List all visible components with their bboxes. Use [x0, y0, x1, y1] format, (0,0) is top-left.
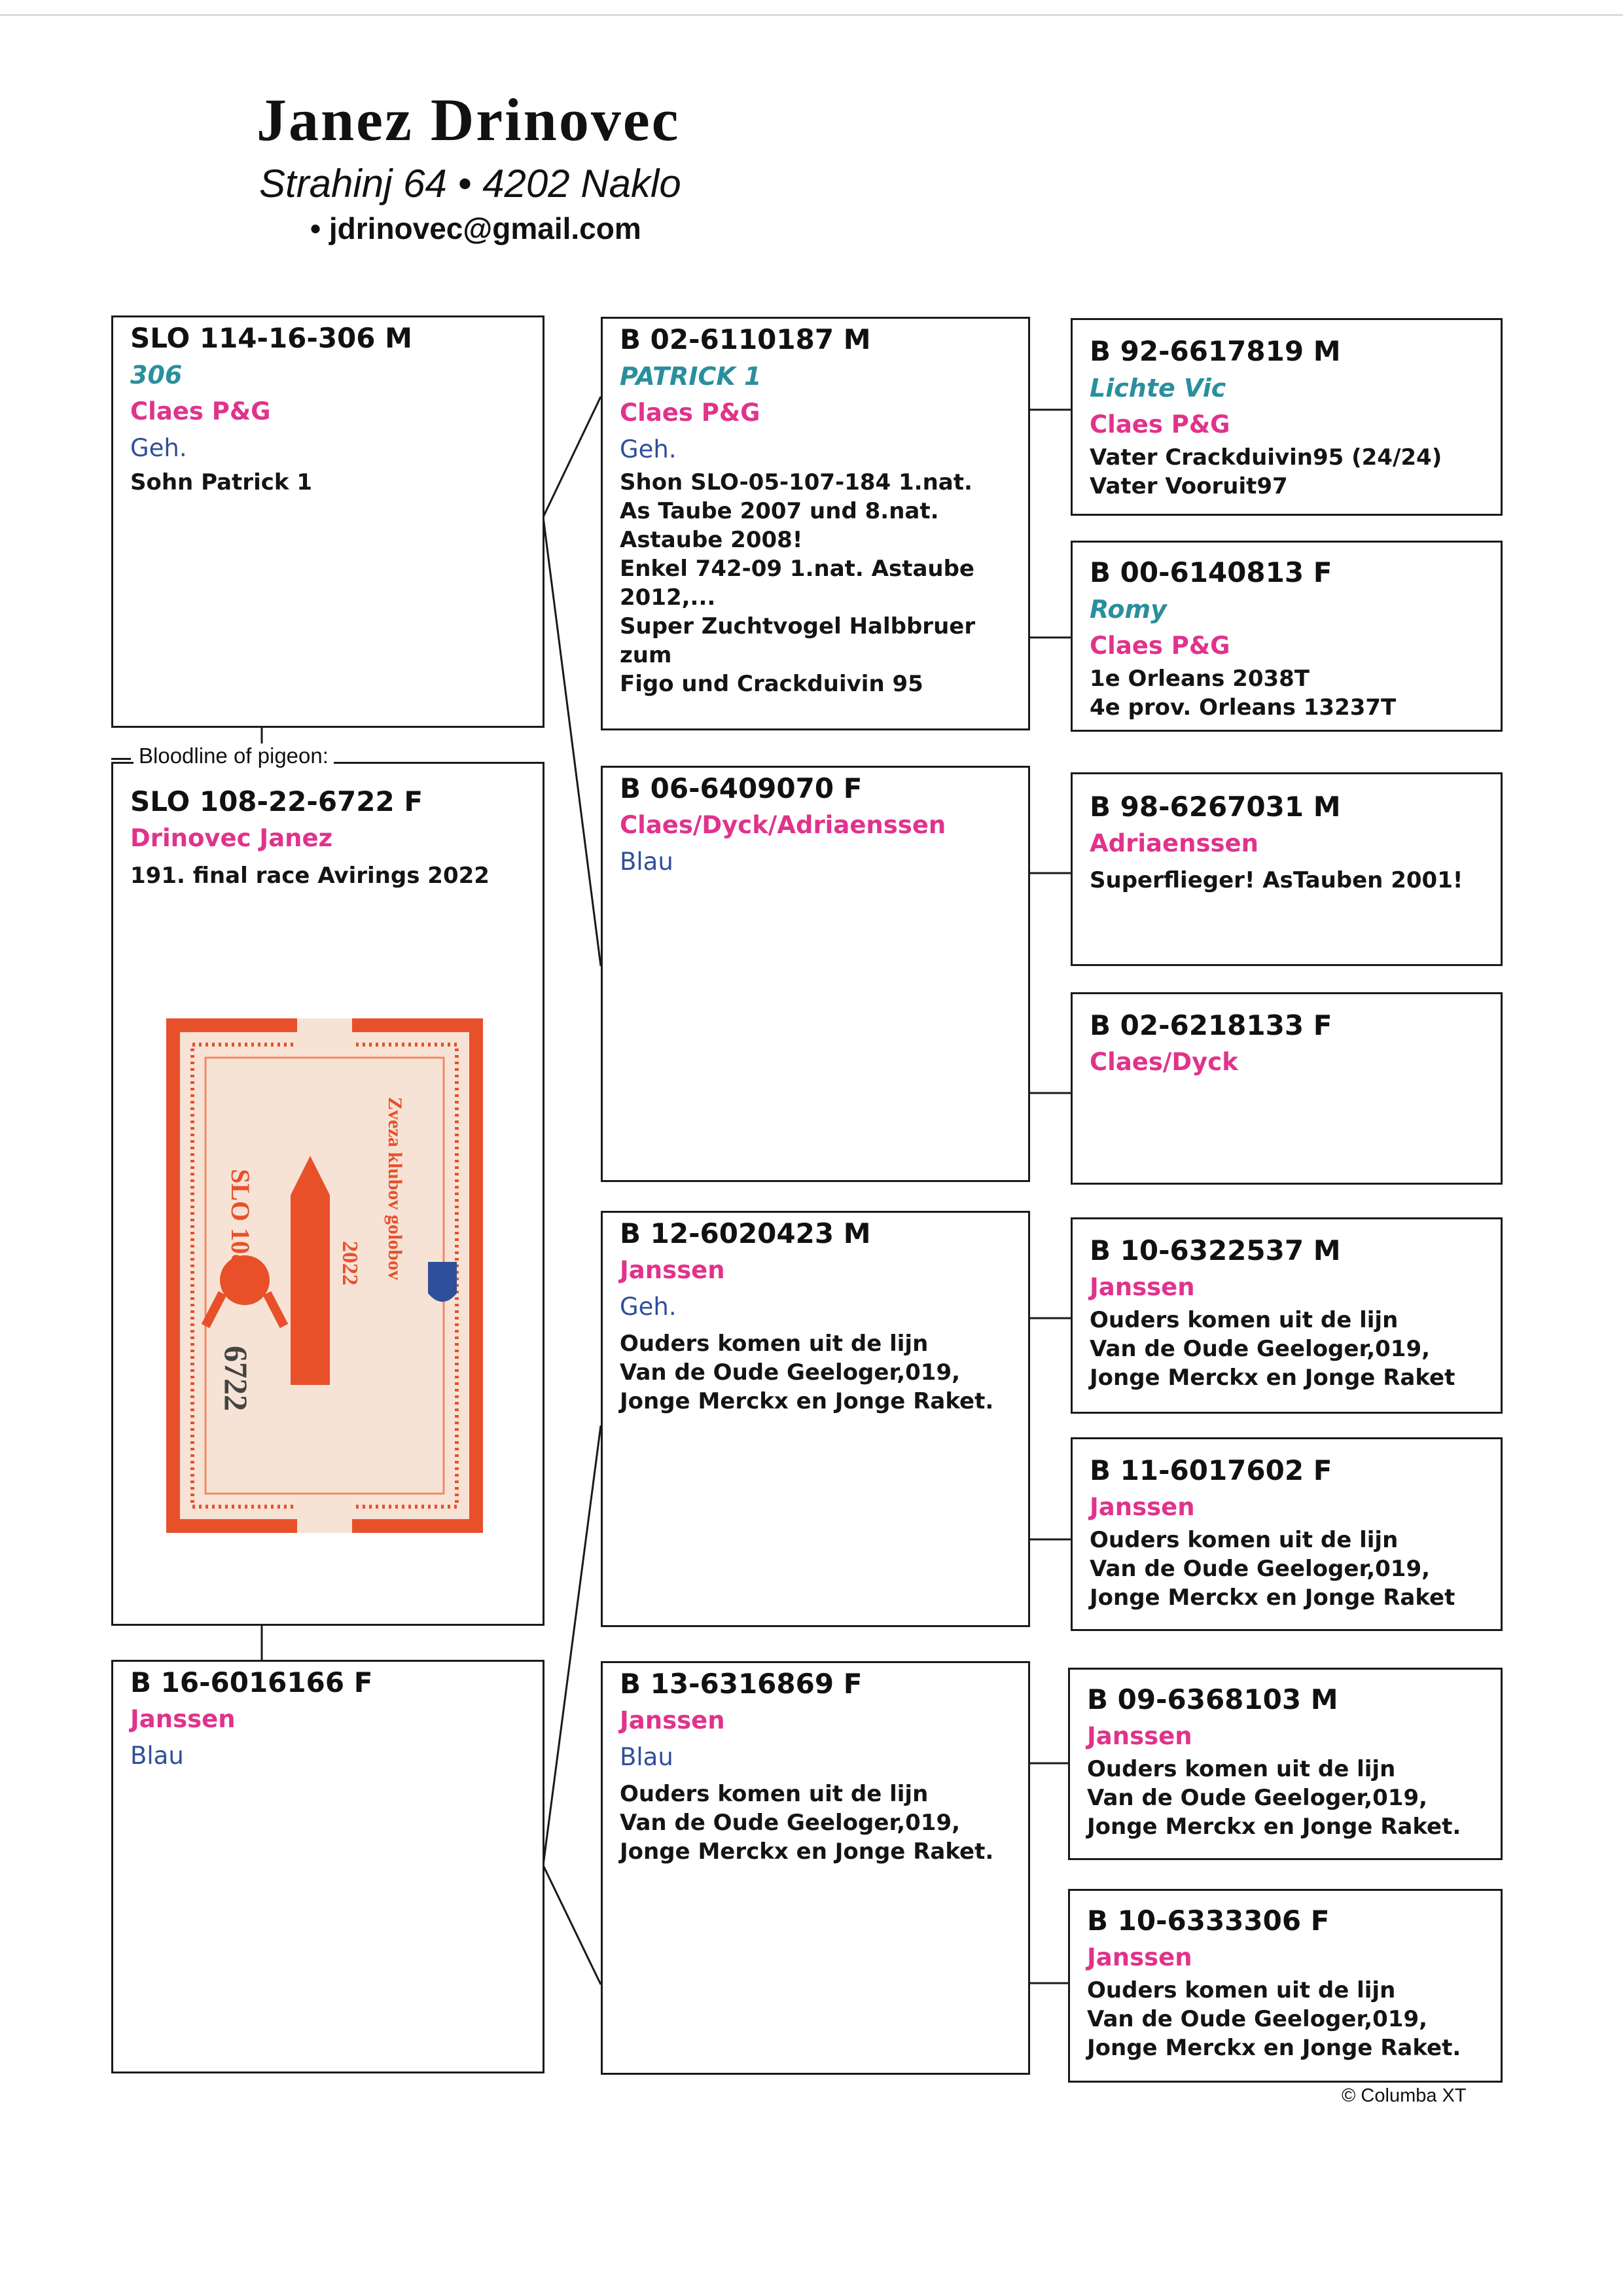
gp-dd-ring: B 13-6316869 F [620, 1668, 863, 1700]
ggp1-breeder: Claes P&G [1090, 410, 1230, 439]
ring-card-image [166, 1018, 483, 1533]
ggp-box-8 [1068, 1889, 1503, 2083]
ggp5-note-2: Van de Oude Geeloger,019, [1090, 1336, 1431, 1362]
ggp1-note-1: Vater Crackduivin95 (24/24) [1090, 444, 1442, 471]
ggp1-ring: B 92-6617819 M [1090, 335, 1341, 367]
ggp6-ring: B 11-6017602 F [1090, 1454, 1332, 1486]
gp-sd-ring: B 06-6409070 F [620, 772, 863, 804]
ggp5-breeder: Janssen [1090, 1273, 1195, 1301]
ggp-box-5 [1071, 1217, 1503, 1414]
gp-ss-note-4: Enkel 742-09 1.nat. Astaube [620, 556, 974, 582]
ggp8-note-2: Van de Oude Geeloger,019, [1087, 2006, 1428, 2032]
gp-ds-ring: B 12-6020423 M [620, 1217, 871, 1249]
ggp7-note-2: Van de Oude Geeloger,019, [1087, 1785, 1428, 1811]
gp-ss-note-6: Super Zuchtvogel Halbbruer [620, 613, 976, 639]
ggp1-name: Lichte Vic [1090, 374, 1226, 403]
sire-breeder: Claes P&G [130, 397, 271, 425]
gp-ss-name: PATRICK 1 [620, 362, 762, 391]
pigeon-breeder: Drinovec Janez [130, 824, 333, 852]
dam-color: Blau [130, 1742, 184, 1770]
ggp3-ring: B 98-6267031 M [1090, 791, 1341, 823]
gp-ds-breeder: Janssen [620, 1256, 725, 1284]
ggp-box-3 [1071, 772, 1503, 966]
sire-ring: SLO 114-16-306 M [130, 322, 412, 354]
ggp2-note-2: 4e prov. Orleans 13237T [1090, 694, 1397, 721]
dam-ring: B 16-6016166 F [130, 1666, 373, 1698]
gp-sd-breeder: Claes/Dyck/Adriaenssen [620, 811, 946, 839]
ggp3-breeder: Adriaenssen [1090, 829, 1258, 857]
gp-ds-note-2: Van de Oude Geeloger,019, [620, 1359, 961, 1386]
dam-box [111, 1660, 544, 2073]
ggp7-note-3: Jonge Merckx en Jonge Raket. [1087, 1814, 1461, 1840]
gp-ss-note-8: Figo und Crackduivin 95 [620, 671, 923, 697]
ggp1-note-2: Vater Vooruit97 [1090, 473, 1288, 499]
sire-name: 306 [130, 361, 183, 389]
ggp-box-6 [1071, 1437, 1503, 1631]
owner-email: • jdrinovec@gmail.com [310, 211, 641, 245]
gp-dd-note-3: Jonge Merckx en Jonge Raket. [620, 1839, 994, 1865]
ggp7-note-1: Ouders komen uit de lijn [1087, 1756, 1396, 1782]
gp-ss-note-1: Shon SLO-05-107-184 1.nat. [620, 469, 972, 495]
bloodline-label: Bloodline of pigeon: [134, 744, 334, 768]
ggp7-ring: B 09-6368103 M [1087, 1683, 1338, 1715]
ggp8-note-1: Ouders komen uit de lijn [1087, 1977, 1396, 2003]
gp-dam-dam-box [601, 1661, 1030, 2075]
ggp6-breeder: Janssen [1090, 1493, 1195, 1521]
card-ring-line3: 6722 [218, 1346, 255, 1411]
ggp4-breeder: Claes/Dyck [1090, 1048, 1238, 1076]
ggp-box-7 [1068, 1668, 1503, 1860]
owner-address: Strahinj 64 • 4202 Naklo [259, 162, 681, 206]
gp-ds-note-3: Jonge Merckx en Jonge Raket. [620, 1388, 994, 1414]
ggp2-ring: B 00-6140813 F [1090, 556, 1332, 588]
gp-sire-dam-box [601, 766, 1030, 1182]
gp-dd-note-2: Van de Oude Geeloger,019, [620, 1810, 961, 1836]
ggp2-note-1: 1e Orleans 2038T [1090, 666, 1310, 692]
card-ring-line2: 2022 [338, 1241, 362, 1285]
gp-dd-color: Blau [620, 1743, 673, 1771]
ggp5-ring: B 10-6322537 M [1090, 1234, 1341, 1266]
ggp2-name: Romy [1090, 595, 1167, 624]
gp-ss-ring: B 02-6110187 M [620, 323, 871, 355]
ggp-box-1 [1071, 318, 1503, 516]
dam-breeder: Janssen [130, 1705, 236, 1733]
ggp7-breeder: Janssen [1087, 1722, 1192, 1750]
copyright: © Columba XT [1342, 2085, 1467, 2106]
gp-ss-note-3: Astaube 2008! [620, 527, 803, 553]
ggp6-note-2: Van de Oude Geeloger,019, [1090, 1556, 1431, 1582]
ggp6-note-3: Jonge Merckx en Jonge Raket [1090, 1585, 1455, 1611]
owner-name: Janez Drinovec [257, 86, 681, 153]
gp-ds-note-1: Ouders komen uit de lijn [620, 1331, 929, 1357]
sire-note: Sohn Patrick 1 [130, 469, 312, 495]
ggp3-note-1: Superflieger! AsTauben 2001! [1090, 867, 1463, 893]
gp-ds-color: Geh. [620, 1293, 677, 1321]
gp-sd-color: Blau [620, 848, 673, 876]
gp-ss-breeder: Claes P&G [620, 399, 760, 427]
gp-ss-color: Geh. [620, 435, 677, 463]
card-club-text: Zveza klubov golobov [384, 1097, 406, 1281]
sire-box [111, 315, 544, 728]
gp-dd-note-1: Ouders komen uit de lijn [620, 1781, 929, 1807]
card-ring-line1: SLO 108 [226, 1169, 255, 1268]
ggp-box-4 [1071, 992, 1503, 1185]
ggp6-note-1: Ouders komen uit de lijn [1090, 1527, 1399, 1553]
gp-dam-sire-box [601, 1211, 1030, 1627]
ggp8-ring: B 10-6333306 F [1087, 1905, 1330, 1937]
sire-color: Geh. [130, 434, 187, 462]
pigeon-note: 191. final race Avirings 2022 [130, 863, 490, 889]
gp-ss-note-2: As Taube 2007 und 8.nat. [620, 498, 939, 524]
gp-sire-sire-box [601, 317, 1030, 730]
ggp8-breeder: Janssen [1087, 1943, 1192, 1971]
ggp5-note-3: Jonge Merckx en Jonge Raket [1090, 1365, 1455, 1391]
ggp-box-2 [1071, 541, 1503, 732]
gp-ss-note-5: 2012,... [620, 584, 716, 611]
ggp4-ring: B 02-6218133 F [1090, 1009, 1332, 1041]
gp-ss-note-7: zum [620, 642, 672, 668]
ggp2-breeder: Claes P&G [1090, 632, 1230, 660]
pigeon-ring: SLO 108-22-6722 F [130, 785, 423, 817]
ggp5-note-1: Ouders komen uit de lijn [1090, 1307, 1399, 1333]
ggp8-note-3: Jonge Merckx en Jonge Raket. [1087, 2035, 1461, 2061]
gp-dd-breeder: Janssen [620, 1706, 725, 1734]
